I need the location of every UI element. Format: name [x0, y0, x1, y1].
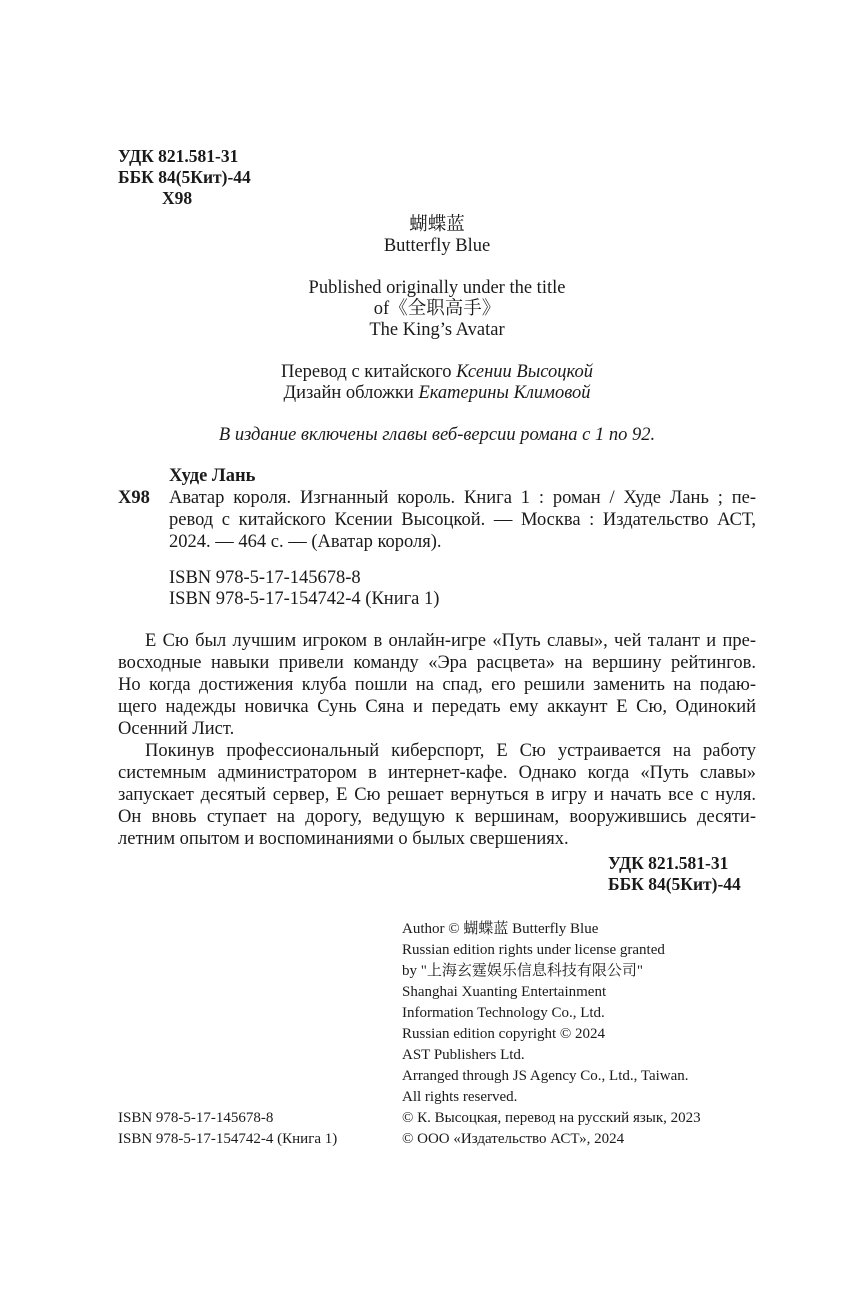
- translator-credit: [187, 361, 687, 383]
- isbn-bottom-2: ISBN 978-5-17-154742-4 (Книга 1): [118, 1131, 338, 1147]
- annotation-line: Е Сю был лучшим игроком в онлайн-игре «Путь славы», чей талант и пре-: [145, 631, 756, 651]
- translator-prefix: Перевод с китайского: [281, 362, 457, 382]
- rights-line: Arranged through JS Agency Co., Ltd., Taiwan.: [402, 1068, 689, 1084]
- rights-line: © ООО «Издательство АСТ», 2024: [402, 1131, 625, 1147]
- annotation-paragraph-2: [118, 740, 756, 850]
- annotation-line: системным администратором в интернет-кафе. Однако когда «Путь славы»: [118, 763, 756, 783]
- published-originally-line: Published originally under the title: [308, 278, 566, 298]
- designer-name: Екатерины Климовой: [418, 383, 591, 403]
- annotation-line: восходные навыки привели команду «Эра расцвета» на вершину рейтингов.: [118, 653, 756, 673]
- catalog-author: Худе Лань: [169, 466, 256, 486]
- isbn-bottom-1: ISBN 978-5-17-145678-8: [118, 1110, 274, 1126]
- annotation-line: щего надежды новичка Сунь Сяна и передать ему аккаунт Е Сю, Одинокий: [118, 697, 756, 717]
- translator-name: Ксении Высоцкой: [456, 362, 593, 382]
- rights-line: by "上海玄霆娱乐信息科技有限公司": [402, 963, 643, 979]
- udk-code: УДК 821.581-31: [118, 146, 239, 166]
- rights-line: All rights reserved.: [402, 1089, 518, 1105]
- catalog-line: Аватар короля. Изгнанный король. Книга 1 : роман / Худе Лань ; пе-: [169, 488, 756, 508]
- annotation-line: Он вновь ступает на дорогу, ведущую к вершинам, вооружившись десяти-: [118, 807, 756, 827]
- author-english-name: Butterfly Blue: [383, 236, 491, 256]
- rights-line: Shanghai Xuanting Entertainment: [402, 984, 607, 1000]
- bbk-code: ББК 84(5Кит)-44: [118, 167, 251, 187]
- annotation-line: летним опытом и воспоминаниями о былых свершениях.: [118, 829, 569, 849]
- catalog-description: [169, 487, 756, 553]
- rights-line: Russian edition rights under license granted: [402, 942, 665, 958]
- original-english-title: The King’s Avatar: [369, 320, 505, 340]
- author-chinese-name: 蝴蝶蓝: [409, 215, 465, 235]
- rights-block: [402, 919, 701, 1150]
- rights-line: Author © 蝴蝶蓝 Butterfly Blue: [402, 921, 599, 937]
- rights-line: Information Technology Co., Ltd.: [402, 1005, 605, 1021]
- original-chinese-title: of《全职高手》: [373, 299, 501, 319]
- rights-line: AST Publishers Ltd.: [402, 1047, 525, 1063]
- catalog-line: 2024. — 464 с. — (Аватар короля).: [169, 532, 442, 552]
- cover-design-credit: [187, 382, 687, 404]
- annotation-paragraph-1: [118, 630, 756, 740]
- catalog-line: ревод с китайского Ксении Высоцкой. — Москва : Издательство АСТ,: [169, 510, 756, 530]
- catalog-sign: Х98: [118, 488, 150, 508]
- rights-line: © К. Высоцкая, перевод на русский язык, 2023: [402, 1110, 701, 1126]
- annotation-line: Осенний Лист.: [118, 719, 235, 739]
- rights-line: Russian edition copyright © 2024: [402, 1026, 606, 1042]
- edition-note: В издание включены главы веб-версии романа с 1 по 92.: [218, 425, 656, 445]
- annotation-line: Но когда достижения клуба пошли на спад, его решили заменить на подаю-: [118, 675, 756, 695]
- bbk-code-bottom: ББК 84(5Кит)-44: [608, 874, 741, 894]
- udk-code-bottom: УДК 821.581-31: [608, 853, 729, 873]
- design-prefix: Дизайн обложки: [283, 383, 419, 403]
- annotation-line: запускает десятый сервер, Е Сю решает вернуться в игру и начать все с нуля.: [118, 785, 756, 805]
- catalog-isbn-1: ISBN 978-5-17-145678-8: [169, 568, 361, 588]
- catalog-isbn-2: ISBN 978-5-17-154742-4 (Книга 1): [169, 589, 440, 609]
- annotation-line: Покинув профессиональный киберспорт, Е Сю устраивается на работу: [145, 741, 756, 761]
- author-sign: Х98: [162, 188, 193, 208]
